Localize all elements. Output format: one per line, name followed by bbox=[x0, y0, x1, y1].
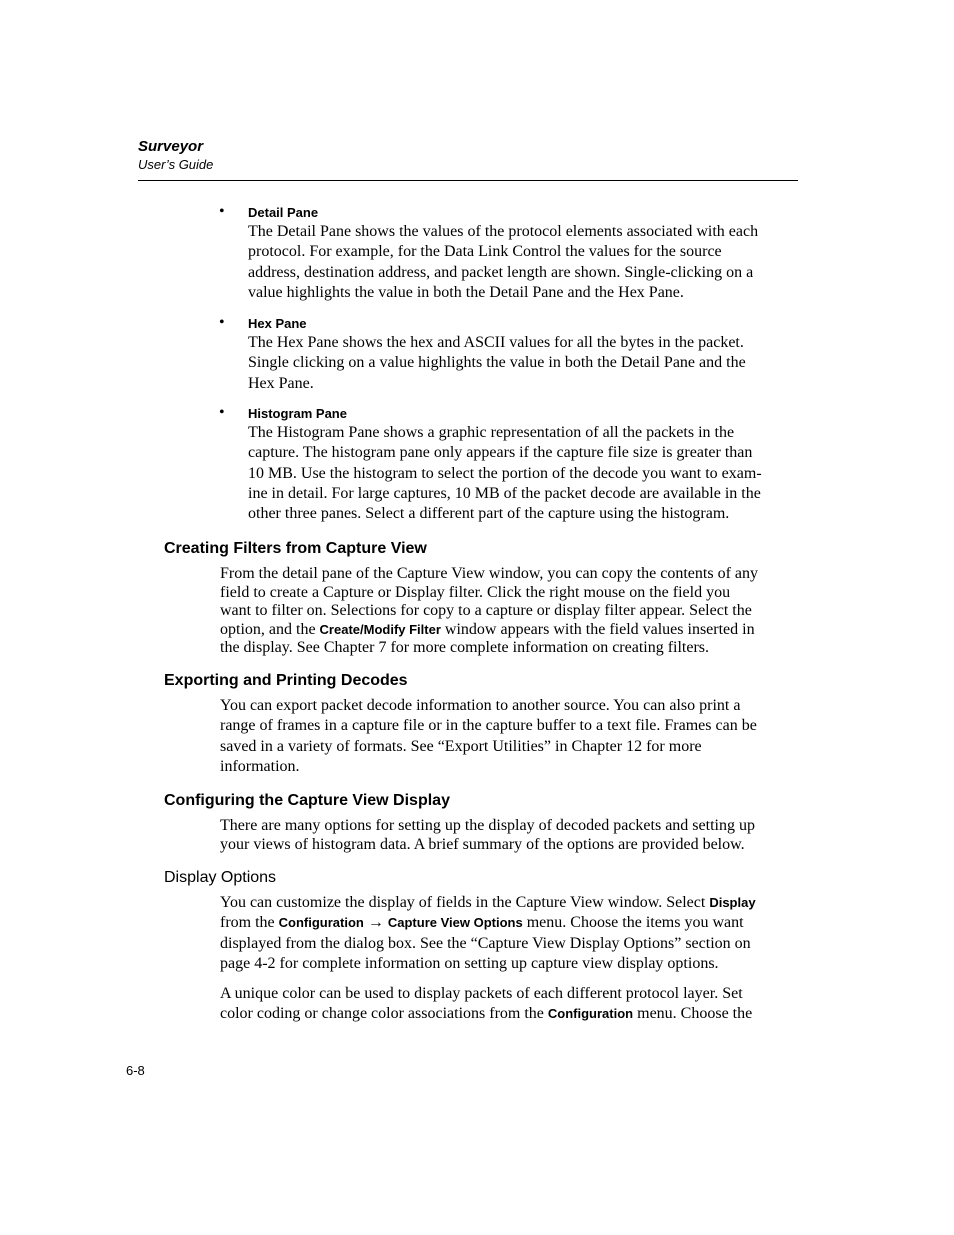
text-run: menu. Choose the items you want bbox=[522, 914, 744, 932]
bullet-body-detail-pane bbox=[248, 222, 758, 303]
header-divider bbox=[138, 180, 798, 181]
bullet-marker: • bbox=[219, 203, 225, 220]
bullet-body-hex-pane bbox=[248, 333, 746, 394]
text-run: color coding or change color associations from the bbox=[220, 1005, 548, 1023]
ui-reference-configuration: Configuration bbox=[278, 915, 364, 931]
text-line: Hex Pane. bbox=[248, 374, 314, 392]
text-line: field to create a Capture or Display filter. Click the right mouse on the field you bbox=[220, 583, 731, 601]
text-line: You can export packet decode information to another source. You can also print a bbox=[220, 697, 741, 714]
text-line: A unique color can be used to display packets of each different protocol layer. Set bbox=[220, 985, 743, 1002]
text-line: displayed from the dialog box. See the “Capture View Display Options” section on bbox=[220, 934, 751, 952]
section-body-configuring-display bbox=[220, 816, 755, 854]
ui-reference-capture-view-options: Capture View Options bbox=[387, 915, 523, 931]
text-line: address, destination address, and packet length are shown. Single-clicking on a bbox=[248, 263, 754, 281]
text-line: page 4-2 for complete information on setting up capture view display options. bbox=[220, 954, 719, 972]
text-line bbox=[220, 621, 758, 640]
text-run: from the bbox=[220, 914, 279, 932]
text-line: There are many options for setting up the display of decoded packets and setting up bbox=[220, 817, 755, 834]
text-line: other three panes. Select a different part of the capture using the histogram. bbox=[248, 505, 730, 523]
text-line: The Histogram Pane shows a graphic representation of all the packets in the bbox=[248, 424, 735, 441]
text-line: the display. See Chapter 7 for more complete information on creating filters. bbox=[220, 639, 710, 657]
text-line: value highlights the value in both the Detail Pane and the Hex Pane. bbox=[248, 283, 684, 301]
text-line: protocol. For example, for the Data Link Control the values for the source bbox=[248, 243, 722, 261]
ui-reference-create-modify-filter: Create/Modify Filter bbox=[319, 621, 441, 637]
text-line bbox=[220, 893, 756, 913]
bullet-title-hex-pane: Hex Pane bbox=[248, 316, 307, 331]
section-body-creating-filters bbox=[220, 565, 758, 658]
bullet-marker: • bbox=[219, 314, 225, 331]
text-line: 10 MB. Use the histogram to select the portion of the decode you want to exam- bbox=[248, 464, 762, 482]
section-heading-exporting-printing: Exporting and Printing Decodes bbox=[164, 672, 408, 689]
text-line: capture. The histogram pane only appears if the capture file size is greater than bbox=[248, 444, 753, 462]
text-run: menu. Choose the bbox=[633, 1005, 753, 1023]
text-line: The Detail Pane shows the values of the protocol elements associated with each bbox=[248, 223, 759, 240]
text-line: Single clicking on a value highlights the value in both the Detail Pane and the bbox=[248, 354, 746, 372]
text-run: window appears with the field values inserted in bbox=[440, 620, 755, 638]
display-options-paragraph-2 bbox=[220, 984, 752, 1025]
section-heading-creating-filters: Creating Filters from Capture View bbox=[164, 540, 427, 557]
text-line: From the detail pane of the Capture View window, you can copy the contents of any bbox=[220, 565, 759, 582]
text-run: option, and the bbox=[220, 620, 320, 638]
text-line: saved in a variety of formats. See “Export Utilities” in Chapter 12 for more bbox=[220, 737, 702, 755]
menu-arrow: → bbox=[363, 914, 388, 932]
text-run: You can customize the display of fields in the Capture View window. Select bbox=[220, 894, 710, 911]
section-body-exporting-printing bbox=[220, 696, 757, 777]
text-line: The Hex Pane shows the hex and ASCII values for all the bytes in the packet. bbox=[248, 334, 744, 351]
running-header-subtitle: User’s Guide bbox=[138, 157, 214, 172]
text-line bbox=[220, 1004, 752, 1024]
text-line: want to filter on. Selections for copy to a capture or display filter appear. Select the bbox=[220, 602, 752, 620]
section-heading-configuring-display: Configuring the Capture View Display bbox=[164, 792, 450, 809]
display-options-paragraph-1 bbox=[220, 893, 756, 974]
ui-reference-display: Display bbox=[709, 895, 756, 910]
running-header-title: Surveyor bbox=[138, 138, 204, 155]
text-line: ine in detail. For large captures, 10 MB of the packet decode are available in the bbox=[248, 484, 761, 502]
text-line bbox=[220, 913, 756, 933]
text-line: information. bbox=[220, 757, 300, 775]
page-number: 6-8 bbox=[126, 1063, 145, 1078]
text-line: your views of histogram data. A brief summary of the options are provided below. bbox=[220, 836, 745, 853]
text-line: range of frames in a capture file or in the capture buffer to a text file. Frames can be bbox=[220, 717, 757, 735]
bullet-title-detail-pane: Detail Pane bbox=[248, 205, 319, 220]
bullet-title-histogram-pane: Histogram Pane bbox=[248, 406, 347, 421]
ui-reference-configuration: Configuration bbox=[547, 1006, 634, 1022]
bullet-marker: • bbox=[219, 404, 225, 421]
bullet-body-histogram-pane bbox=[248, 423, 762, 524]
subsection-heading-display-options: Display Options bbox=[164, 869, 277, 886]
